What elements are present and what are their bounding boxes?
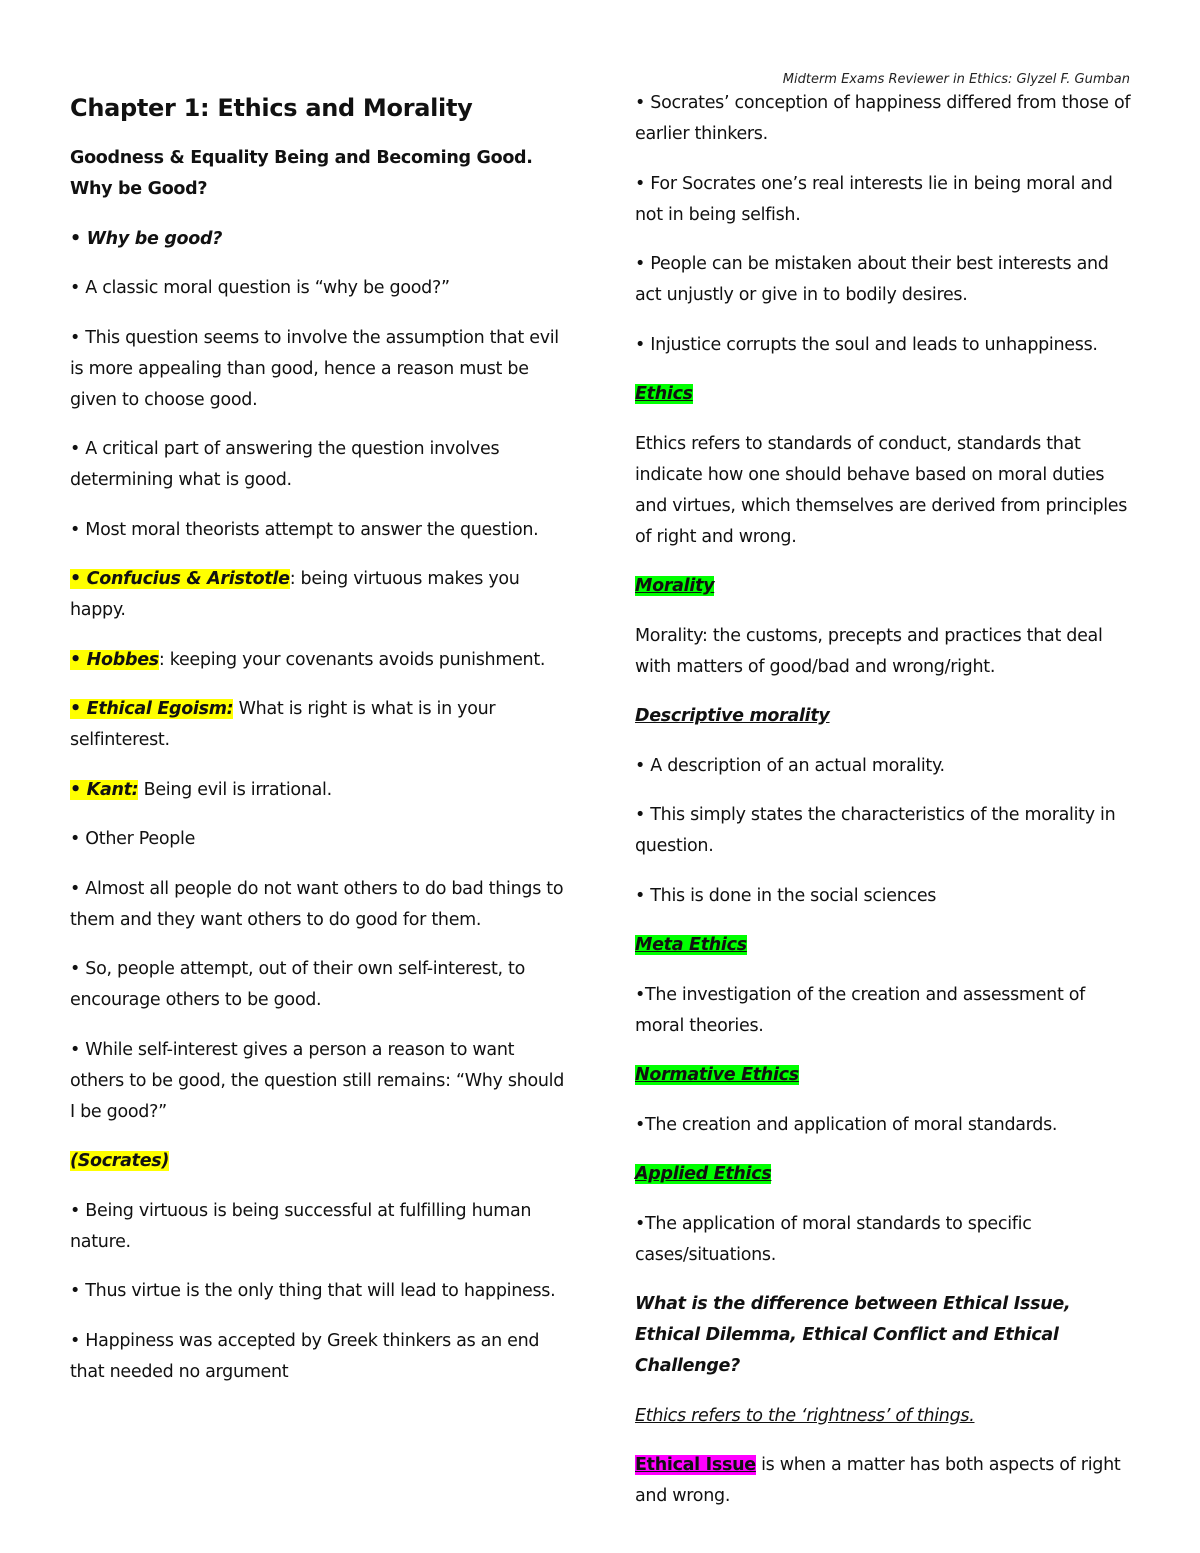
ethical-issue-item bbox=[635, 1450, 1135, 1512]
confucius-label: • Confucius & Aristotle bbox=[70, 569, 290, 589]
list-item: • A description of an actual morality. bbox=[635, 755, 945, 776]
applied-heading-para bbox=[635, 1159, 1135, 1190]
confucius-text: : being virtuous makes you happy. bbox=[70, 569, 520, 620]
meta-ethics-definition: •The investigation of the creation and assessment of moral theories. bbox=[635, 984, 1086, 1036]
ethics-definition: Ethics refers to standards of conduct, standards that indicate how one should behave based on moral duties and virtues, which themselves are derived from principles of right and wrong. bbox=[635, 433, 1128, 547]
list-item: • So, people attempt, out of their own self-interest, to encourage others to be good. bbox=[70, 959, 526, 1010]
morality-heading: Morality bbox=[635, 576, 715, 596]
descriptive-heading: Descriptive morality bbox=[635, 706, 830, 726]
list-item: • Almost all people do not want others to do bad things to them and they want others to do good for them. bbox=[70, 878, 564, 930]
list-item: • This is done in the social sciences bbox=[635, 885, 937, 906]
ethical-issue-heading: Ethical Issue bbox=[635, 1455, 756, 1475]
descriptive-heading-para bbox=[635, 701, 1135, 732]
chapter-title: Chapter 1: Ethics and Morality bbox=[70, 94, 473, 122]
list-item: • Socrates’ conception of happiness differed from those of earlier thinkers. bbox=[635, 93, 1131, 144]
right-column bbox=[635, 88, 1135, 1531]
list-item: • This simply states the characteristics of the morality in question. bbox=[635, 805, 1116, 856]
list-item: • Happiness was accepted by Greek thinkers as an end that needed no argument bbox=[70, 1330, 540, 1382]
normative-heading-para bbox=[635, 1060, 1135, 1091]
egoism-item bbox=[70, 694, 570, 756]
socrates-heading: (Socrates) bbox=[70, 1151, 170, 1171]
applied-ethics-heading: Applied Ethics bbox=[635, 1164, 772, 1184]
kant-item bbox=[70, 775, 570, 806]
list-item: • While self-interest gives a person a reason to want others to be good, the question still remains: “Why should I be good?” bbox=[70, 1039, 565, 1122]
list-item: • Other People bbox=[70, 829, 196, 849]
list-item: • A classic moral question is “why be good?” bbox=[70, 278, 450, 298]
list-item: • Thus virtue is the only thing that will lead to happiness. bbox=[70, 1281, 556, 1301]
kant-label: • Kant: bbox=[70, 779, 139, 800]
running-header: Midterm Exams Reviewer in Ethics: Glyzel F. Gumban bbox=[782, 72, 1130, 87]
kant-text: Being evil is irrational. bbox=[138, 779, 332, 800]
egoism-text: What is right is what is in your selfinterest. bbox=[70, 699, 496, 750]
rightness-statement: Ethics refers to the ‘rightness’ of things. bbox=[635, 1405, 975, 1426]
list-item: • Most moral theorists attempt to answer the question. bbox=[70, 519, 539, 540]
ethics-heading: Ethics bbox=[635, 384, 693, 404]
list-item: • For Socrates one’s real interests lie in being moral and not in being selfish. bbox=[635, 173, 1113, 225]
list-item: • Being virtuous is being successful at fulfilling human nature. bbox=[70, 1200, 532, 1252]
meta-heading-para bbox=[635, 930, 1135, 961]
normative-ethics-heading: Normative Ethics bbox=[635, 1065, 799, 1085]
difference-question: What is the difference between Ethical Issue, Ethical Dilemma, Ethical Conflict and Ethical Challenge? bbox=[635, 1294, 1071, 1376]
morality-heading-para bbox=[635, 571, 1135, 602]
section-subtitle: Goodness & Equality Being and Becoming Good. Why be Good? bbox=[70, 148, 533, 199]
hobbes-label: • Hobbes bbox=[70, 649, 159, 670]
list-item: • People can be mistaken about their best interests and act unjustly or give in to bodily desires. bbox=[635, 254, 1109, 305]
normative-ethics-definition: •The creation and application of moral standards. bbox=[635, 1114, 1058, 1135]
socrates-heading-para bbox=[70, 1146, 570, 1177]
morality-definition: Morality: the customs, precepts and practices that deal with matters of good/bad and wrong/right. bbox=[635, 625, 1103, 677]
list-item: • A critical part of answering the question involves determining what is good. bbox=[70, 439, 500, 490]
ethics-heading-para bbox=[635, 379, 1135, 410]
egoism-label: • Ethical Egoism: bbox=[70, 699, 234, 719]
list-item: • This question seems to involve the assumption that evil is more appealing than good, hence a reason must be given to choose good. bbox=[70, 327, 559, 410]
confucius-item bbox=[70, 564, 570, 626]
meta-ethics-heading: Meta Ethics bbox=[635, 935, 747, 955]
list-item: • Injustice corrupts the soul and leads to unhappiness. bbox=[635, 334, 1098, 355]
hobbes-text: : keeping your covenants avoids punishment. bbox=[158, 649, 546, 670]
left-column bbox=[70, 88, 570, 1406]
applied-ethics-definition: •The application of moral standards to specific cases/situations. bbox=[635, 1213, 1032, 1265]
why-be-good-item: • Why be good? bbox=[70, 228, 223, 249]
ethical-issue-text: is when a matter has both aspects of right and wrong. bbox=[635, 1455, 1121, 1506]
hobbes-item bbox=[70, 645, 570, 676]
